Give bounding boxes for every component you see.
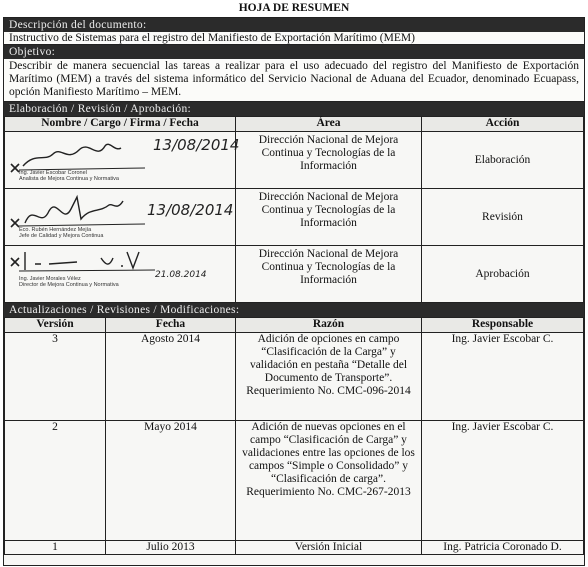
col-area: Área [236, 117, 422, 132]
signer-name: Ing. Javier Escobar Coronel [19, 170, 87, 176]
version-cell: 3 [5, 333, 106, 421]
version-cell: 2 [5, 421, 106, 541]
objetivo-header: Objetivo: [4, 45, 584, 59]
col-razon: Razón [236, 318, 422, 333]
table-row [5, 541, 584, 555]
aprobacion-header-row [5, 117, 584, 132]
fecha-cell: Agosto 2014 [106, 333, 236, 421]
signature-date: 13/08/2014 [153, 136, 240, 154]
signature-date: 21.08.2014 [155, 270, 207, 280]
col-responsable: Responsable [422, 318, 584, 333]
table-row [5, 421, 584, 541]
summary-sheet [3, 17, 585, 566]
accion-cell: Revisión [422, 189, 584, 246]
responsable-cell: Ing. Javier Escobar C. [422, 421, 584, 541]
historial-table [4, 317, 584, 555]
signer-name: Ing. Javier Morales Vélez [19, 276, 81, 282]
table-row [5, 189, 584, 246]
table-row [5, 333, 584, 421]
signature-date: 13/08/2014 [147, 201, 234, 219]
aprobacion-table [4, 116, 584, 303]
area-cell: Dirección Nacional de Mejora Continua y Tecnologías de la Información [236, 246, 422, 303]
signature-cell [5, 246, 236, 303]
signer-role: Director de Mejora Continua y Normativa [19, 282, 119, 288]
aprobacion-header: Elaboración / Revisión / Aprobación: [4, 102, 584, 116]
historial-header: Actualizaciones / Revisiones / Modificaciones: [4, 303, 584, 317]
signature-cell [5, 189, 236, 246]
objetivo-text: Describir de manera secuencial las tareas a realizar para el uso adecuado del registro del Manifiesto de Exportación Marítimo (MEM) a través del sistema informático del Servicio Nacional de Aduana del Ecuador, denominado Ecuapass, opción Manifiesto Marítimo – MEM. [4, 59, 584, 102]
accion-cell: Elaboración [422, 132, 584, 189]
razon-cell: Adición de nuevas opciones en el campo “Clasificación de Carga” y validaciones entre las opciones de los campos “Simple o Consolidado” y “Clasificación de carga”. Requerimiento No. CMC-267-2013 [236, 421, 422, 541]
sheet-title: HOJA DE RESUMEN [238, 2, 350, 14]
accion-cell: Aprobación [422, 246, 584, 303]
fecha-cell: Julio 2013 [106, 541, 236, 555]
table-row [5, 132, 584, 189]
col-nombre: Nombre / Cargo / Firma / Fecha [5, 117, 236, 132]
responsable-cell: Ing. Patricia Coronado D. [422, 541, 584, 555]
area-cell: Dirección Nacional de Mejora Continua y Tecnologías de la Información [236, 189, 422, 246]
descripcion-header: Descripción del documento: [4, 18, 584, 32]
fecha-cell: Mayo 2014 [106, 421, 236, 541]
col-accion: Acción [422, 117, 584, 132]
signer-name: Eco. Rubén Hernández Mejía [19, 227, 92, 233]
area-cell: Dirección Nacional de Mejora Continua y Tecnologías de la Información [236, 132, 422, 189]
table-row [5, 246, 584, 303]
signer-role: Analista de Mejora Continua y Normativa [19, 176, 119, 182]
razon-cell: Adición de opciones en campo “Clasificación de la Carga” y validación en pestaña “Detalle del Documento de Transporte”. Requerimiento No. CMC-096-2014 [236, 333, 422, 421]
col-version: Versión [5, 318, 106, 333]
descripcion-text: Instructivo de Sistemas para el registro del Manifiesto de Exportación Marítimo (MEM) [4, 32, 584, 45]
col-fecha: Fecha [106, 318, 236, 333]
signer-role: Jefe de Calidad y Mejora Continua [19, 233, 104, 239]
responsable-cell: Ing. Javier Escobar C. [422, 333, 584, 421]
razon-cell: Versión Inicial [236, 541, 422, 555]
signature-cell [5, 132, 240, 189]
historial-header-row [5, 318, 584, 333]
version-cell: 1 [5, 541, 106, 555]
